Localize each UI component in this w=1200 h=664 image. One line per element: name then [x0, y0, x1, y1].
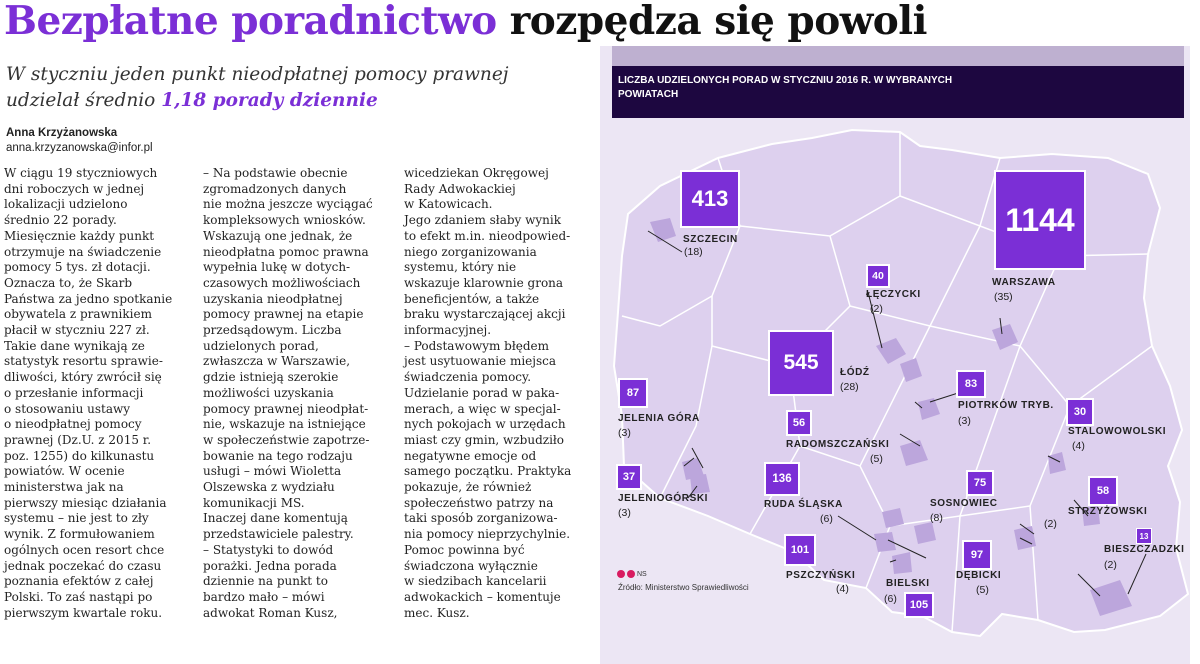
district-badge-leczycki: 40 — [866, 264, 890, 288]
district-label-jelenia-gora: JELENIA GÓRA — [618, 413, 700, 424]
article-column-3: wicedziekan Okręgowej Rady Adwokackiej w Katowicach. Jego zdaniem słaby wynik to efekt m.in. nieodpowied- niego zorganizowania systemu, który nie wskazuje klarownie grona beneficjentów, a także braku wystarczającej akcji informacyjnej. – Podstawowym błędem jest usytuowanie miejsca świadczenia pomocy. Udzielanie porad w paka- merach, a więc w specjal- nych pokojach w urzędach miast czy gmin, wzbudziło negatywne emocje od samego początku. Praktyka pokazuje, że również społeczeństwo patrzy na taki sposób zorganizowa- nia pomocy nieprzychylnie. Pomoc powinna być świadczona wyłącznie w siedzibach kancelarii adwokackich – komentuje mec. Kusz. — [404, 166, 572, 620]
logo-mark-icon-2 — [627, 570, 635, 578]
district-badge-piotrkow: 83 — [956, 370, 986, 398]
district-count-sosnowiec: (8) — [930, 512, 943, 524]
district-badge-ruda-slaska: 136 — [764, 462, 800, 496]
headline — [4, 0, 927, 44]
map-source: Źródło: Ministerstwo Sprawiedliwości — [618, 583, 749, 592]
district-label-warszawa: WARSZAWA — [992, 277, 1056, 288]
district-count-piotrkow: (3) — [958, 415, 971, 427]
district-count-lodz: (28) — [840, 381, 859, 393]
district-label-piotrkow: PIOTRKÓW TRYB. — [958, 400, 1054, 411]
district-label-debicki: DĘBICKI — [956, 570, 1002, 581]
district-label-sosnowiec: SOSNOWIEC — [930, 498, 998, 509]
district-label-leczycki: ŁĘCZYCKI — [866, 289, 921, 300]
logo-text: NS — [637, 570, 647, 578]
district-label-ruda-slaska: RUDA ŚLĄSKA — [764, 499, 844, 510]
district-badge-sosnowiec: 75 — [966, 470, 994, 496]
district-badge-strzyzowski: 58 — [1088, 476, 1118, 506]
district-label-pszczynski: PSZCZYŃSKI — [786, 570, 856, 581]
district-count-radomszczanski: (5) — [870, 453, 883, 465]
map-infographic — [600, 46, 1200, 664]
district-count-warszawa: (35) — [994, 291, 1013, 303]
district-label-bieszczadzki: BIESZCZADZKI — [1104, 544, 1185, 555]
district-label-jeleniogorski: JELENIOGÓRSKI — [618, 493, 709, 504]
district-count-debicki: (5) — [976, 584, 989, 596]
district-badge-bielski: 105 — [904, 592, 934, 618]
author-email-link[interactable]: anna.krzyzanowska@infor.pl — [6, 142, 153, 154]
district-badge-radomszczanski: 56 — [786, 410, 812, 436]
district-badge-bieszczadzki: 13 — [1136, 528, 1152, 544]
district-count-jelenia-gora: (3) — [618, 427, 631, 439]
logo-mark-icon — [617, 570, 625, 578]
district-count-szczecin: (18) — [684, 246, 703, 258]
district-label-lodz: ŁÓDŹ — [840, 367, 870, 378]
district-count-bielski: (6) — [884, 593, 897, 605]
article-column-2: – Na podstawie obecnie zgromadzonych danych nie można jeszcze wyciągać kompleksowych wniosków. Wskazują one jednak, że nieodpłatna pomoc prawna wypełnia lukę w dotych- czasowych możliwościach uzyskania nieodpłatnej pomocy prawnej na etapie przedsądowym. Liczba udzielonych porad, zwłaszcza w Warszawie, gdzie istnieją szerokie możliwości uzyskania pomocy prawnej nieodpłat- nie, wskazuje na istniejące w społeczeństwie zapotrze- bowanie na tego rodzaju usługi – mówi Wioletta Olszewska z wydziału komunikacji MS. Inaczej dane komentują przedstawiciele palestry. – Statystyki to dowód porażki. Jedna porada dziennie na punkt to bardzo mało – mówi adwokat Roman Kusz, — [203, 166, 373, 620]
district-badge-stalowowolski: 30 — [1066, 398, 1094, 426]
district-badge-szczecin: 413 — [680, 170, 740, 228]
lead-highlight: 1,18 porady dziennie — [161, 90, 378, 111]
district-count-pszczynski: (4) — [836, 583, 849, 595]
poland-map — [600, 46, 1200, 664]
headline-part-1: Bezpłatne poradnictwo — [4, 0, 497, 44]
district-badge-warszawa: 1144 — [994, 170, 1086, 270]
district-label-radomszczanski: RADOMSZCZAŃSKI — [786, 439, 890, 450]
district-count-stalowowolski: (4) — [1072, 440, 1085, 452]
district-count-leczycki: (2) — [870, 303, 883, 315]
district-count-ruda-slaska: (6) — [820, 513, 833, 525]
district-count-jeleniogorski: (3) — [618, 507, 631, 519]
district-count-bieszczadzki: (2) — [1104, 559, 1117, 571]
district-badge-lodz: 545 — [768, 330, 834, 396]
district-label-szczecin: SZCZECIN — [683, 234, 738, 245]
district-badge-jeleniogorski: 37 — [616, 464, 642, 490]
district-badge-jelenia-gora: 87 — [618, 378, 648, 408]
author-name: Anna Krzyżanowska — [6, 127, 118, 139]
lead-paragraph — [6, 62, 546, 114]
lead-text: W styczniu jeden punkt nieodpłatnej pomocy prawnej udzielał średnio — [6, 64, 509, 111]
district-count-strzyzowski: (2) — [1044, 518, 1057, 530]
district-label-stalowowolski: STALOWOWOLSKI — [1068, 426, 1167, 437]
district-label-strzyzowski: STRZYŻOWSKI — [1068, 506, 1148, 517]
district-badge-debicki: 97 — [962, 540, 992, 570]
article-column-1: W ciągu 19 styczniowych dni roboczych w jednej lokalizacji udzielono średnio 22 porady. Miesięcznie każdy punkt otrzymuje na świadczenie pomocy 5 tys. zł dotacji. Oznacza to, że Skarb Państwa za jedno spotkanie obywatela z prawnikiem płacił w styczniu 227 zł. Takie dane wynikają ze statystyk resortu sprawie- dliwości, który zwrócił się o przesłanie informacji o stosowaniu ustawy o nieodpłatnej pomocy prawnej (Dz.U. z 2015 r. poz. 1255) do kilkunastu powiatów. W ocenie ministerstwa jak na pierwszy miesiąc działania systemu – nie jest to zły wynik. Z formułowaniem ogólnych ocen resort chce jednak poczekać do czasu poznania efektów z całej Polski. To zaś nastąpi po pierwszym kwartale roku. — [4, 166, 173, 620]
publisher-logo — [617, 570, 647, 578]
district-label-bielski: BIELSKI — [886, 578, 930, 589]
headline-part-2: rozpędza się powoli — [496, 0, 927, 44]
map-title: LICZBA UDZIELONYCH PORAD W STYCZNIU 2016 R. W WYBRANYCH POWIATACH — [618, 75, 953, 100]
district-badge-pszczynski: 101 — [784, 534, 816, 566]
